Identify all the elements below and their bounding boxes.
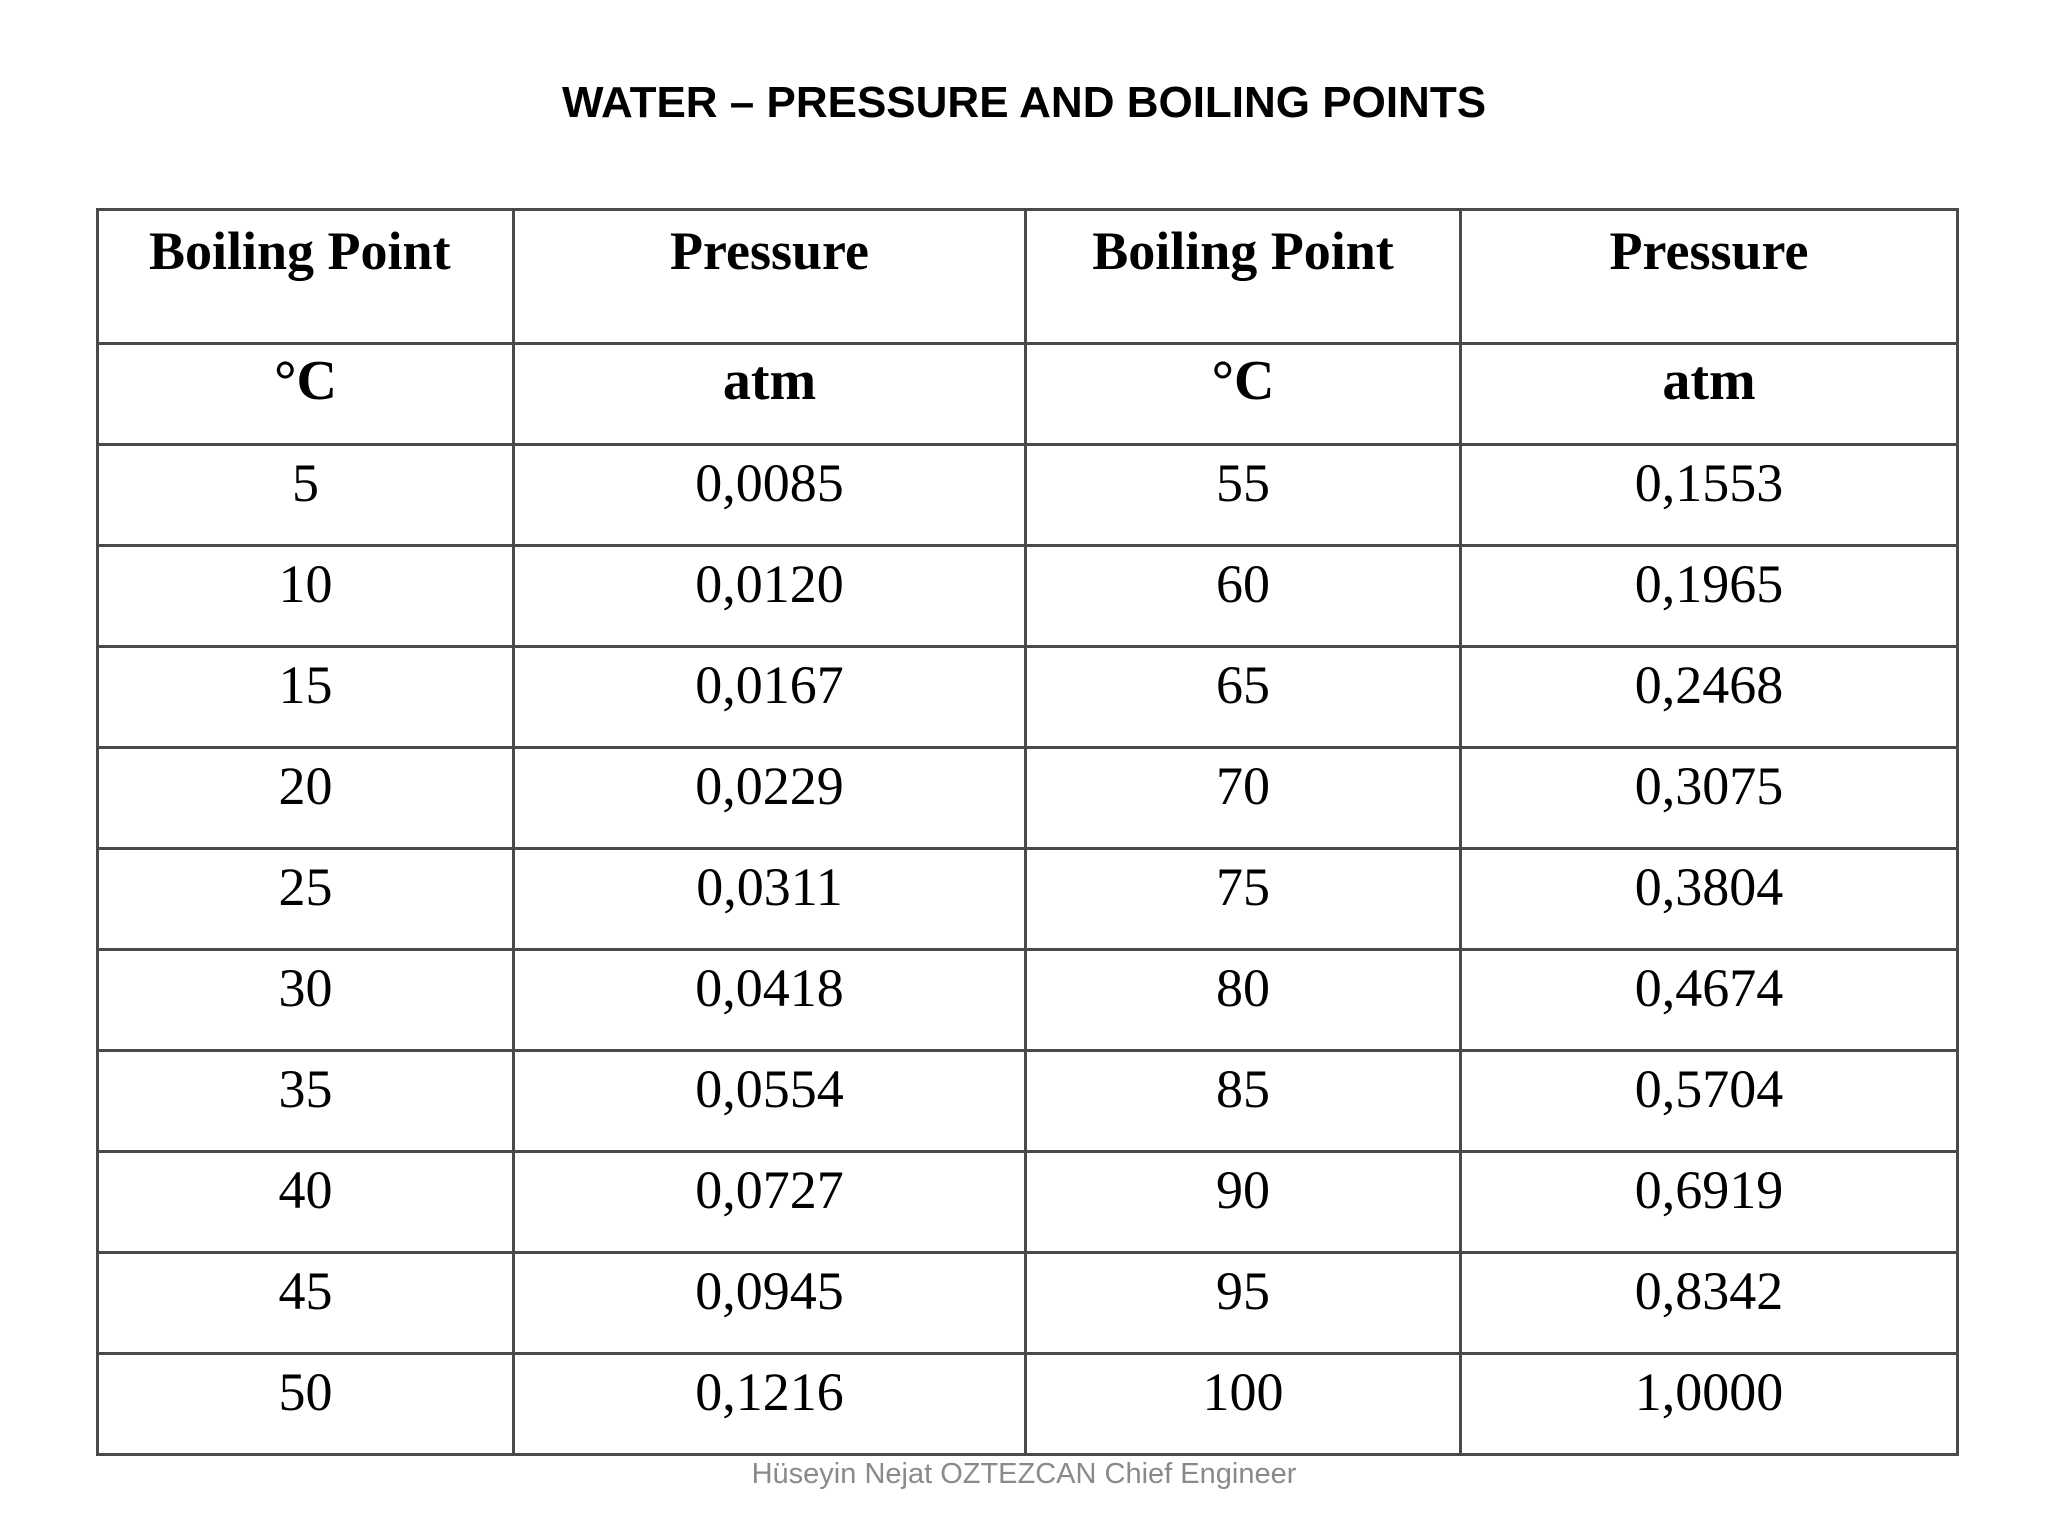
table-row (98, 849, 1958, 950)
unit-row (98, 344, 1958, 445)
cell-boiling-point: 55 (1026, 445, 1461, 546)
cell-pressure: 0,6919 (1461, 1152, 1958, 1253)
cell-boiling-point: 30 (98, 950, 514, 1051)
header-boiling-point-2: Boiling Point (1026, 210, 1461, 344)
table-body (98, 445, 1958, 1455)
table-row (98, 950, 1958, 1051)
header-boiling-point-1: Boiling Point (98, 210, 514, 344)
cell-boiling-point: 70 (1026, 748, 1461, 849)
unit-celsius-1: °C (98, 344, 514, 445)
cell-pressure: 1,0000 (1461, 1354, 1958, 1455)
cell-pressure: 0,0229 (514, 748, 1026, 849)
cell-pressure: 0,0727 (514, 1152, 1026, 1253)
table-row (98, 1152, 1958, 1253)
unit-celsius-2: °C (1026, 344, 1461, 445)
cell-boiling-point: 65 (1026, 647, 1461, 748)
cell-pressure: 0,0554 (514, 1051, 1026, 1152)
cell-pressure: 0,0311 (514, 849, 1026, 950)
cell-pressure: 0,5704 (1461, 1051, 1958, 1152)
header-pressure-1: Pressure (514, 210, 1026, 344)
cell-pressure: 0,3804 (1461, 849, 1958, 950)
table-row (98, 1051, 1958, 1152)
cell-boiling-point: 100 (1026, 1354, 1461, 1455)
cell-boiling-point: 80 (1026, 950, 1461, 1051)
cell-boiling-point: 15 (98, 647, 514, 748)
table-row (98, 1354, 1958, 1455)
cell-pressure: 0,2468 (1461, 647, 1958, 748)
cell-boiling-point: 10 (98, 546, 514, 647)
unit-atm-2: atm (1461, 344, 1958, 445)
cell-pressure: 0,1553 (1461, 445, 1958, 546)
page-title: WATER – PRESSURE AND BOILING POINTS (561, 78, 1487, 127)
cell-boiling-point: 75 (1026, 849, 1461, 950)
table-row (98, 748, 1958, 849)
cell-boiling-point: 5 (98, 445, 514, 546)
cell-boiling-point: 85 (1026, 1051, 1461, 1152)
cell-pressure: 0,3075 (1461, 748, 1958, 849)
table-row (98, 647, 1958, 748)
cell-boiling-point: 60 (1026, 546, 1461, 647)
table-row (98, 445, 1958, 546)
footer-credit: Hüseyin Nejat OZTEZCAN Chief Engineer (751, 1458, 1297, 1490)
table-row (98, 1253, 1958, 1354)
cell-boiling-point: 20 (98, 748, 514, 849)
cell-pressure: 0,0085 (514, 445, 1026, 546)
header-row (98, 210, 1958, 344)
cell-pressure: 0,8342 (1461, 1253, 1958, 1354)
cell-pressure: 0,0167 (514, 647, 1026, 748)
cell-pressure: 0,4674 (1461, 950, 1958, 1051)
cell-boiling-point: 25 (98, 849, 514, 950)
cell-boiling-point: 95 (1026, 1253, 1461, 1354)
cell-boiling-point: 90 (1026, 1152, 1461, 1253)
cell-boiling-point: 35 (98, 1051, 514, 1152)
cell-pressure: 0,1965 (1461, 546, 1958, 647)
table-row (98, 546, 1958, 647)
cell-pressure: 0,0418 (514, 950, 1026, 1051)
cell-pressure: 0,0945 (514, 1253, 1026, 1354)
cell-pressure: 0,1216 (514, 1354, 1026, 1455)
boiling-point-table (96, 208, 1959, 1456)
cell-boiling-point: 40 (98, 1152, 514, 1253)
cell-boiling-point: 45 (98, 1253, 514, 1354)
cell-pressure: 0,0120 (514, 546, 1026, 647)
cell-boiling-point: 50 (98, 1354, 514, 1455)
unit-atm-1: atm (514, 344, 1026, 445)
header-pressure-2: Pressure (1461, 210, 1958, 344)
